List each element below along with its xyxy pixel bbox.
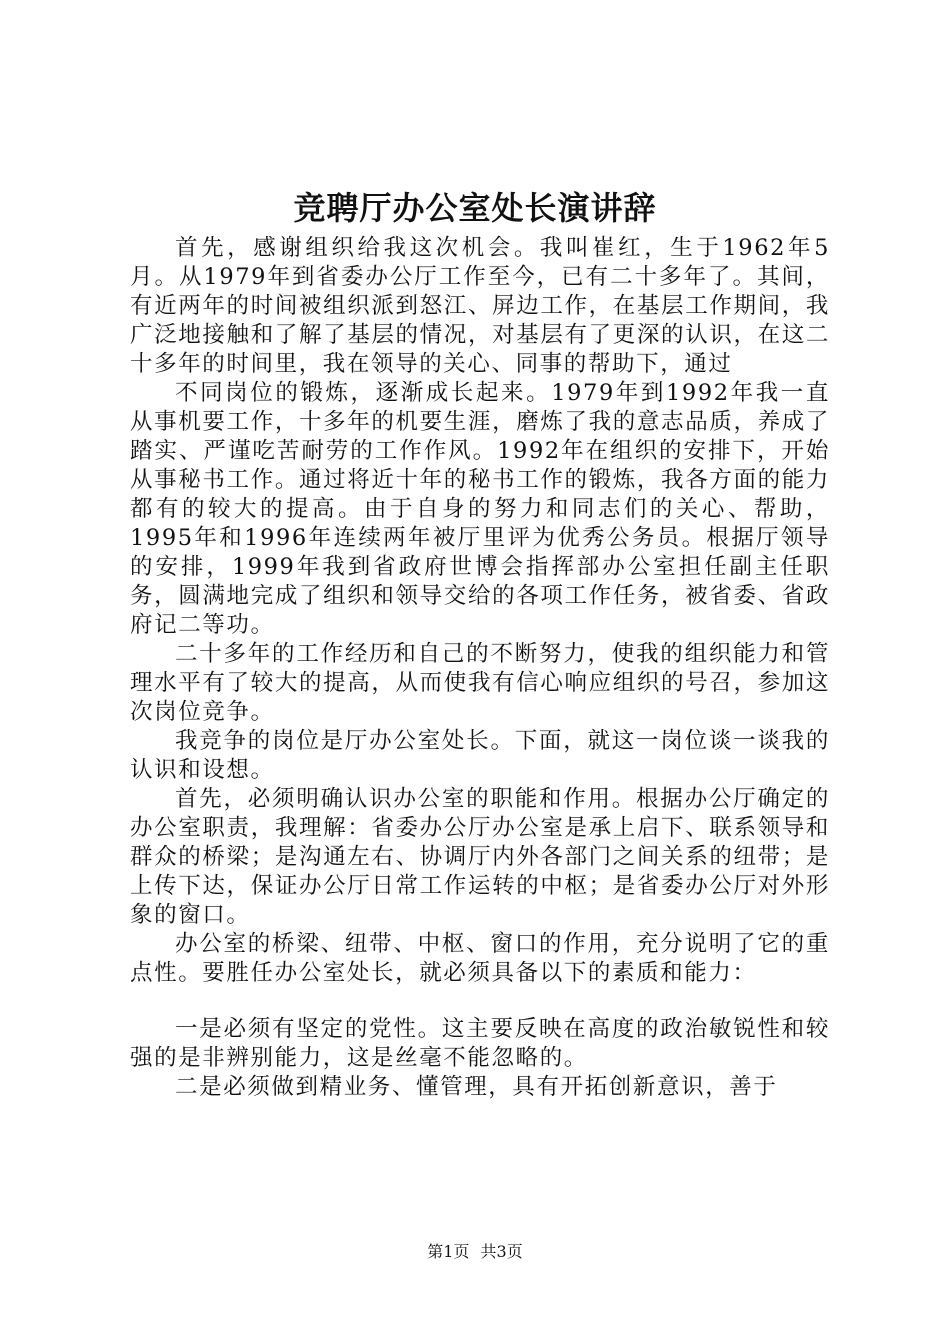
document-title: 竞聘厅办公室处长演讲辞 [293, 189, 657, 227]
paragraph-position: 我竞争的岗位是厅办公室处长。下面，就这一岗位谈一谈我的认识和设想。 [130, 728, 830, 783]
page-number: 第1页 [427, 1242, 470, 1261]
document-body [130, 234, 830, 1102]
paragraph-importance: 办公室的桥梁、纽带、中枢、窗口的作用，充分说明了它的重点性。要胜任办公室处长，就必须具备以下的素质和能力： [130, 931, 830, 986]
page-footer [0, 1242, 950, 1262]
paragraph-point-one: 一是必须有坚定的党性。这主要反映在高度的政治敏锐性和较强的是非辨别能力，这是丝毫不能忽略的。 [130, 1016, 830, 1071]
paragraph-point-two: 二是必须做到精业务、懂管理，具有开拓创新意识，善于 [175, 1074, 778, 1100]
page-total: 共3页 [480, 1242, 523, 1261]
paragraph-functions: 首先，必须明确认识办公室的职能和作用。根据办公厅确定的办公室职责，我理解：省委办公厅办公室是承上启下、联系领导和群众的桥梁；是沟通左右、协调厅内外各部门之间关系的纽带；是上传下达，保证办公厅日常工作运转的中枢；是省委办公厅对外形象的窗口。 [130, 786, 830, 928]
paragraph-experience: 二十多年的工作经历和自己的不断努力，使我的组织能力和管理水平有了较大的提高，从而使我有信心响应组织的号召，参加这次岗位竞争。 [130, 641, 830, 725]
paragraph-intro: 首先，感谢组织给我这次机会。我叫崔红，生于1962年5月。从1979年到省委办公厅工作至今，已有二十多年了。其间，有近两年的时间被组织派到怒江、屏边工作，在基层工作期间，我广泛地接触和了解了基层的情况，对基层有了更深的认识，在这二十多年的时间里，我在领导的关心、同事的帮助下，通过 [130, 235, 830, 377]
paragraph-career: 不同岗位的锻炼，逐渐成长起来。1979年到1992年我一直从事机要工作，十多年的机要生涯，磨炼了我的意志品质，养成了踏实、严谨吃苦耐劳的工作作风。1992年在组织的安排下，开始从事秘书工作。通过将近十年的秘书工作的锻炼，我各方面的能力都有的较大的提高。由于自身的努力和同志们的关心、帮助，1995年和1996年连续两年被厅里评为优秀公务员。根据厅领导的安排，1999年我到省政府世博会指挥部办公室担任副主任职务，圆满地完成了组织和领导交给的各项工作任务，被省委、省政府记二等功。 [130, 380, 830, 638]
